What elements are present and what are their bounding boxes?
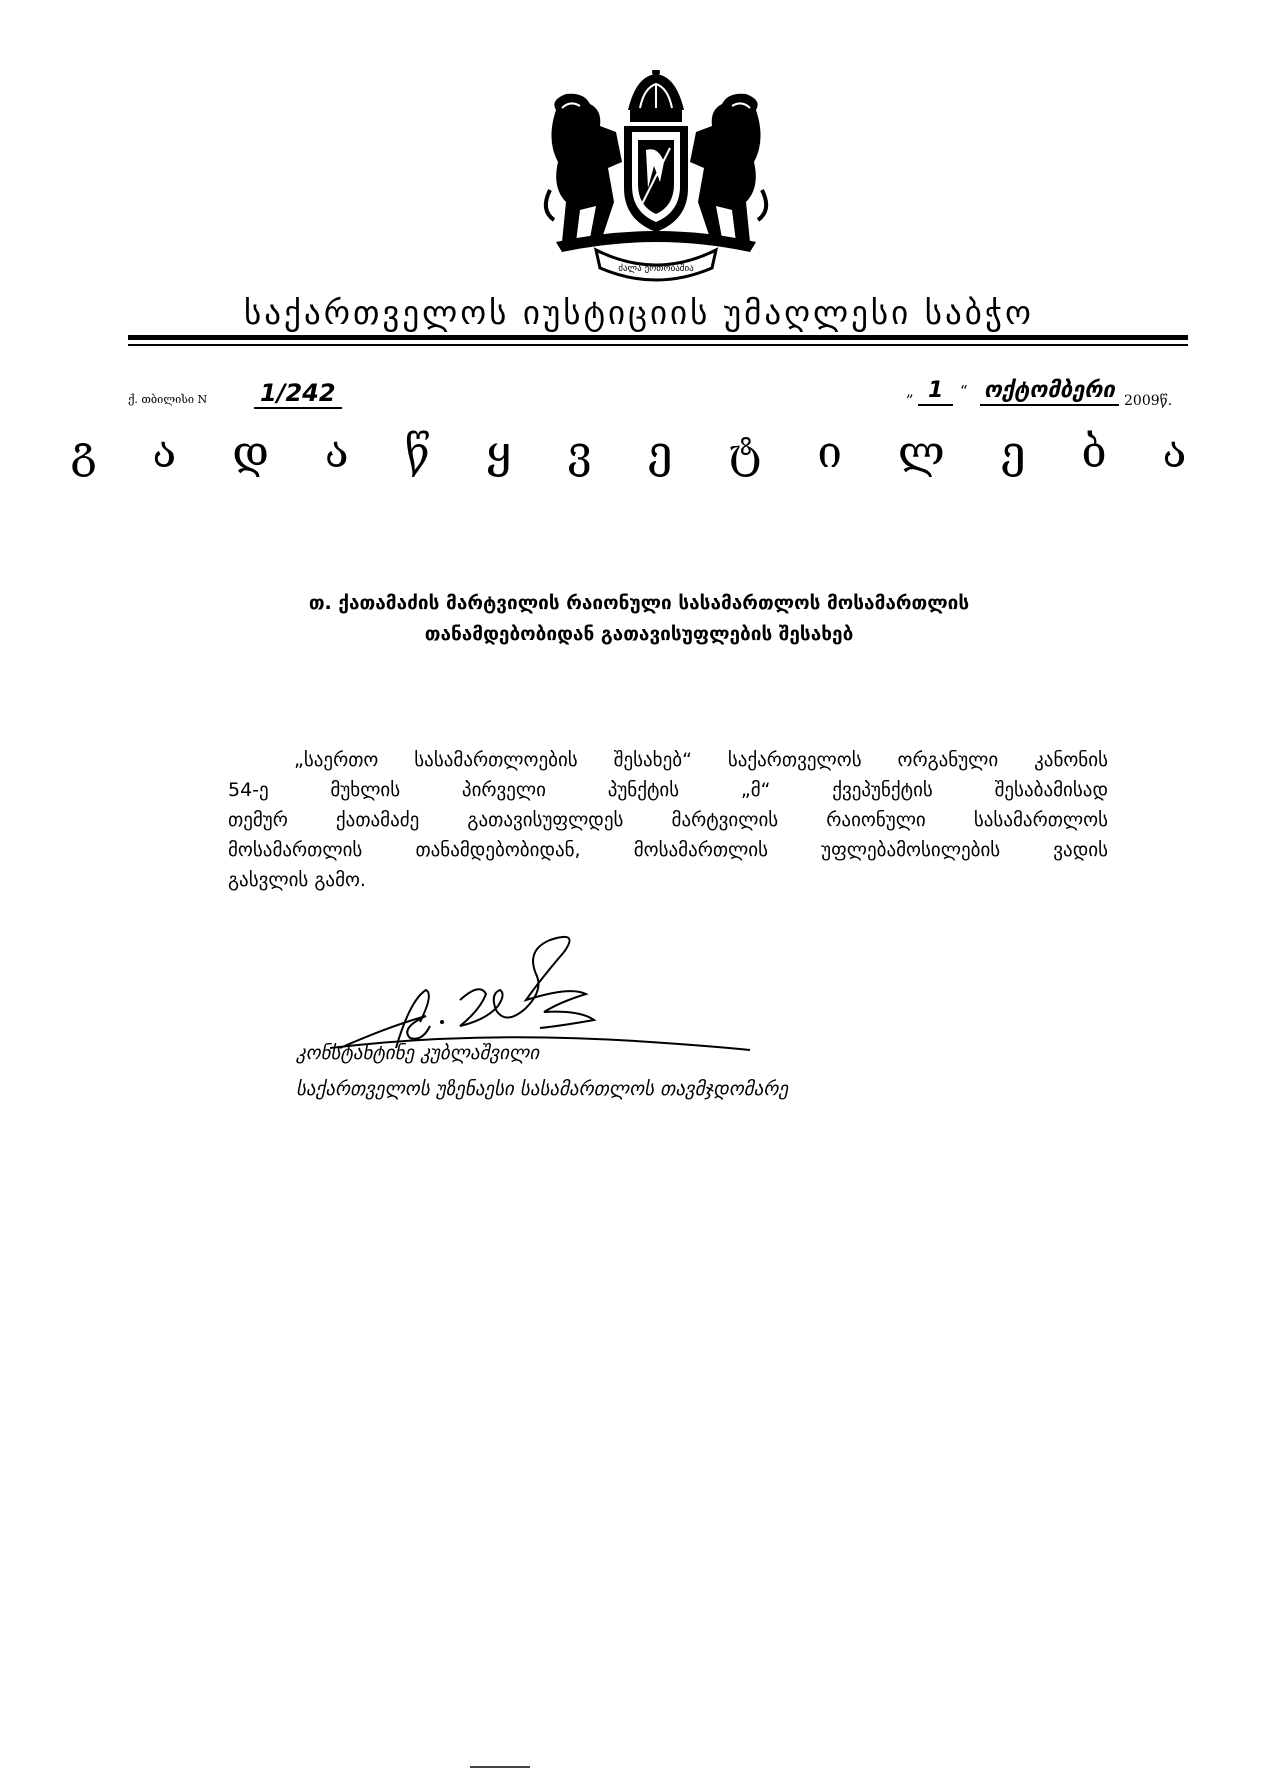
document-number-label: ქ. თბილისი N [128, 393, 208, 406]
body-line: 54-ე მუხლის პირველი პუნქტის „მ“ ქვეპუნქტის შესაბამისად [228, 779, 1108, 801]
document-body [228, 745, 1108, 895]
body-line: მოსამართლის თანამდებობიდან, მოსამართლის უფლებამოსილების ვადის [228, 839, 1108, 861]
footer-mark [470, 1766, 530, 1768]
body-line: გასვლის გამო. [228, 869, 366, 891]
signatory-title: საქართველოს უზენაესი სასამართლოს თავმჯდომარე [296, 1078, 789, 1100]
organization-name: საქართველოს იუსტიციის უმაღლესი საბჭო [244, 293, 1034, 332]
header-rule-thick [128, 335, 1188, 340]
date-day: 1 [918, 378, 953, 406]
header-rule-thin [128, 344, 1188, 346]
signatory-name: კონსტანტინე კუბლაშვილი [296, 1042, 540, 1064]
document-number-value: 1/242 [254, 379, 342, 409]
body-line: თემურ ქათამაძე გათავისუფლდეს მარტვილის რაიონული სასამართლოს [228, 809, 1108, 831]
crown-icon [628, 70, 684, 122]
document-type-heading: გ ა დ ა წ ყ ვ ე ტ ი ლ ე ბ ა [70, 427, 1208, 478]
lion-right-icon [690, 94, 766, 242]
coat-of-arms-emblem [536, 70, 776, 290]
date-year: 2009წ. [1124, 393, 1173, 409]
emblem-ribbon-text: ძალა ერთობაშია [618, 264, 694, 274]
date-close-quote: “ [960, 382, 968, 400]
shield-icon [624, 126, 688, 232]
date-month: ოქტომბერი [980, 378, 1119, 406]
document-subject [200, 588, 1078, 650]
body-line: „საერთო სასამართლოების შესახებ“ საქართველოს ორგანული კანონის [294, 749, 1108, 771]
lion-left-icon [546, 94, 622, 242]
subject-line: თანამდებობიდან გათავისუფლების შესახებ [424, 623, 854, 645]
date-open-quote: „ [906, 382, 914, 400]
subject-line: თ. ქათამაძის მარტვილის რაიონული სასამართლოს მოსამართლის [308, 592, 970, 614]
